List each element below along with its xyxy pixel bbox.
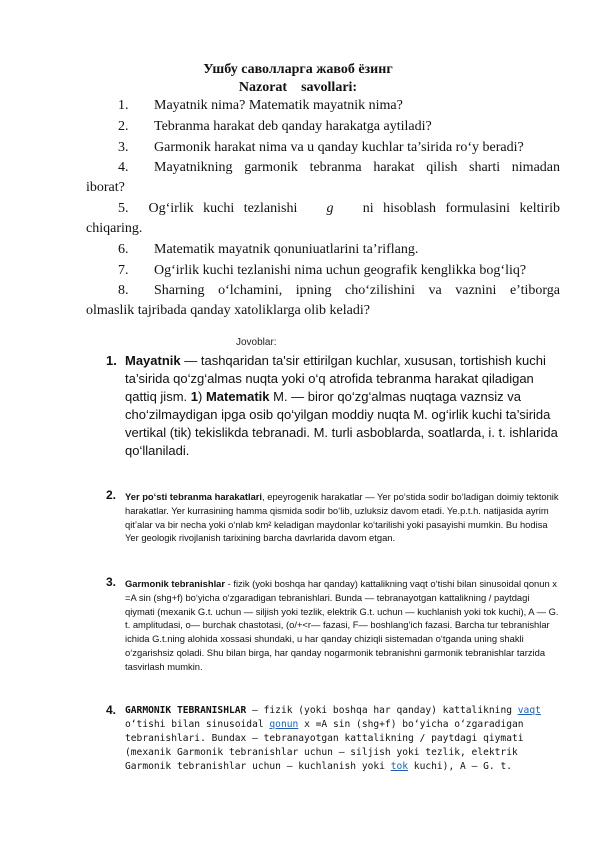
question-6: 6. Matematik mayatnik qonuniuatlarini ta’riflang. [118, 242, 419, 257]
answer-3-term: Garmonik tebranishlar [125, 578, 226, 589]
answer-2-term: Yer po‘sti tebranma harakatlari [125, 491, 263, 502]
answer-1-term: Mayatnik [125, 353, 181, 368]
question-1: 1. Mayatnik nima? Matematik mayatnik nima? [118, 98, 403, 113]
answer-1-term-2: Matematik [205, 389, 270, 404]
question-4: 4. Mayatnikning garmonik tebranma harakat qilish sharti nimadan [118, 160, 560, 175]
link-vaqt[interactable]: vaqt [517, 705, 541, 716]
question-8: 8. Sharning o‘lchamini, ipning cho‘zilishini va vaznini e’tiborga [118, 283, 560, 298]
link-tok[interactable]: tok [390, 761, 409, 772]
answers-heading: Jovoblar: [236, 337, 277, 348]
question-4-cont: iborat? [86, 180, 125, 195]
question-5-cont: chiqaring. [86, 221, 143, 236]
question-3: 3. Garmonik harakat nima va u qanday kuchlar ta’sirida ro‘y beradi? [118, 140, 524, 155]
answer-4-term: GARMONIK TEBRANISHLAR [125, 705, 247, 716]
link-qonun[interactable]: qonun [269, 719, 299, 730]
variable-g: g [326, 201, 334, 216]
page-title: Ушбу саволларга жавоб ёзинг [203, 62, 393, 77]
question-5: 5. Og‘irlik kuchi tezlanishi g ni hisoblash formulasini keltirib [90, 199, 560, 219]
section-subtitle: Nazorat savollari: [238, 80, 358, 95]
document-page: Ушбу саволларга жавоб ёзинг Nazorat savollari: 1. Mayatnik nima? Matematik mayatnik nima? 2. Tebranma harakat deb qanday harakatga aytiladi? 3. Garmonik harakat nima va u qanday kuchlar ta’sirida ro‘y beradi? 4. Mayatnikning garmonik tebranma harakat qilish sharti nimadan iborat? 5. Og‘irlik kuchi tezlanishi g ni hisoblash formulasini keltirib chiqaring. 6. Matematik mayatnik qonuniuatlarini ta’riflang. 7. Og‘irlik kuchi tezlanishi nima uchun geografik kenglikka bog‘liq? 8. Sharning o‘lchamini, ipning cho‘zilishini va vaznini e’tiborga olmaslik tajribada qanday xatoliklarga olib keladi? Jovoblar: 1. Mayatnik — tashqaridan ta'sir ettirilgan kuchlar, xususan, tortishish kuchi ta’sirida qo‘zg‘almas nuqta yoki o‘q atrofida tebranma harakat qiladigan qattiq jism. 1) Matematik M. — biror qo‘zg‘almas nuqtaga vaznsiz va cho‘zilmaydigan ipga osib qo‘yilgan moddiy nuqta M. og‘irlik kuchi ta’sirida vertikal (tik) tekislikda tebranadi. M. turli asboblarda, soatlarda, i. t. ishlarida qo‘llaniladi. 2. Yer po‘sti tebranma harakatlari, epeyrogenik harakatlar — Yer po‘stida sodir bo‘ladigan doimiy tektonik harakatlar. Yer kurrasining hamma qismida sodir bo‘lib, uzluksiz davom etadi. Ye.p.t.h. natijasida ayrim qit’alar va bir necha yoki o‘nlab km² keladigan maydonlar ko‘tarilishi yoki pasayishi mumkin. Bu hodisa Yer geologik rivojlanish tarixining barcha davrlarida davom etgan. 3. Garmonik tebranishlar - fizik (yoki boshqa har qanday) kattalikning vaqt o‘tishi bilan sinusoidal qonun x =A sin (shg+f) bo‘yicha o‘zgaradigan tebranishlari. Bunda — tebranayotgan kattalikning / paytdagi qiymati (mexanik G.t. uchun — siljish yoki tezlik, elektrik G.t. uchun — kuchlanish yoki tok kuchi), A — G. t. amplitudasi, o— burchak chastotasi, (o/+<r— fazasi, F— boshlang‘ich fazasi. Barcha tur tebranishlar ichida G.t.ning alohida xossasi shundaki, u har qanday chiziqli sistemadan o‘tganda uning shakli o‘zgarishsiz qoladi. Shu bilan birga, har qanday nogarmonik tebranishni garmonik tebranishlar tarzida tasvirlash mumkin. 4. GARMONIK TEBRANISHLAR — fizik (yoki boshqa har qanday) kattalikning vaqt o‘tishi bilan sinusoidal qonun x =A sin (shg+f) bo‘yicha o‘zgaradigan tebranishlari. Bundax — tebranayotgan kattalikning / paytdagi qiymati (mexanik Garmonik tebranishlar uchun — siljish yoki tezlik, elektrik Garmonik tebranishlar uchun — kuchlanish yoki tok kuchi), A — G. t. [0, 0, 596, 842]
question-2: 2. Tebranma harakat deb qanday harakatga aytiladi? [118, 119, 432, 134]
question-8-cont: olmaslik tajribada qanday xatoliklarga olib keladi? [86, 303, 370, 318]
question-7: 7. Og‘irlik kuchi tezlanishi nima uchun geografik kenglikka bog‘liq? [118, 263, 527, 278]
